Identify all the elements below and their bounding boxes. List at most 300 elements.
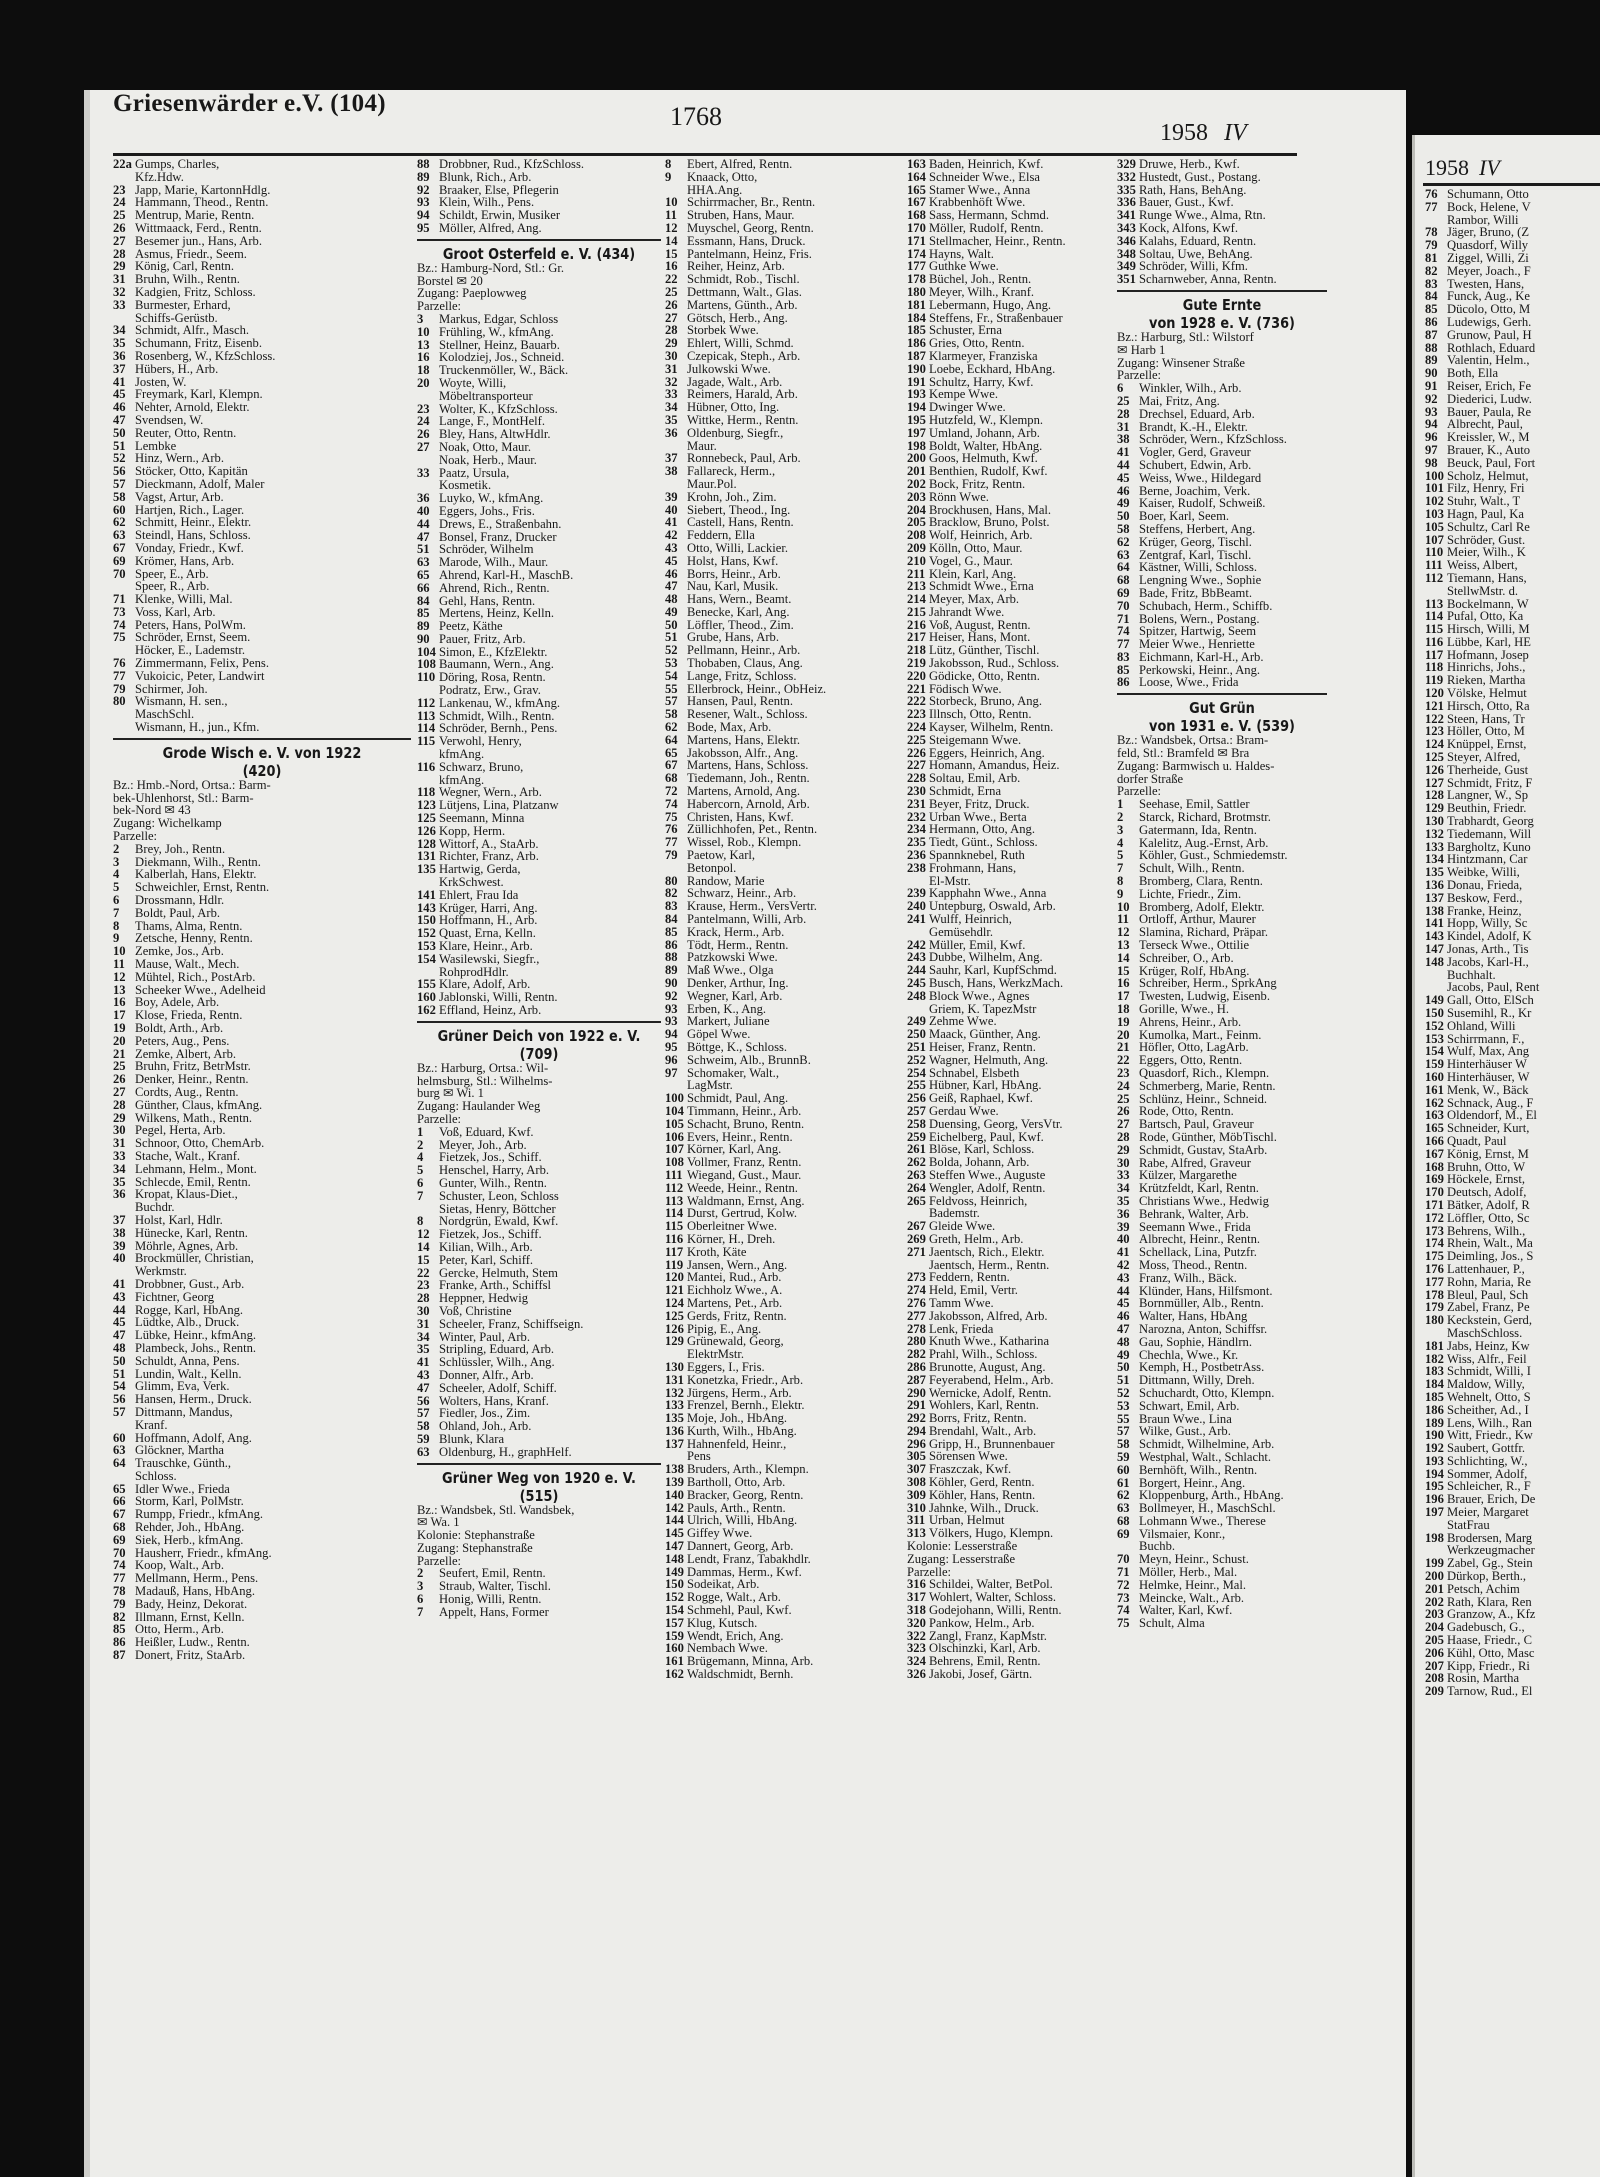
tenant-name: Beyer, Fritz, Druck. [929, 796, 1030, 811]
plot-number: 57 [1117, 1424, 1130, 1439]
facing-page-year: 1958 [1425, 155, 1469, 180]
plot-number: 10 [417, 324, 430, 339]
tenant-name: Asmus, Friedr., Seem. [135, 246, 247, 261]
plot-number: 44 [1117, 457, 1130, 472]
plot-number: 296 [907, 1436, 926, 1451]
tenant-name: Kurth, Wilh., HbAng. [687, 1423, 797, 1438]
plot-number: 30 [665, 348, 678, 363]
tenant-name: Bollmeyer, H., MaschSchl. [1139, 1501, 1276, 1516]
plot-number: 69 [113, 553, 126, 568]
tenant-name: Schmerberg, Marie, Rentn. [1139, 1078, 1276, 1093]
plot-number: 54 [665, 668, 678, 683]
tenant-name: Steffens, Fr., Straßenbauer [929, 310, 1063, 325]
plot-number: 35 [417, 1342, 430, 1357]
plot-number: 189 [1425, 1415, 1444, 1430]
plot-number: 166 [1425, 1133, 1444, 1148]
plot-number: 57 [665, 694, 678, 709]
plot-number: 31 [417, 1316, 430, 1331]
tenant-name: Paetow, Karl, [687, 848, 756, 863]
tenant-name: Bernhöft, Wilh., Rentn. [1139, 1462, 1258, 1477]
tenant-name: Körner, H., Dreh. [687, 1231, 776, 1246]
plot-number: 36 [113, 1187, 126, 1202]
tenant-name: Behrens, Wilh., [1447, 1223, 1526, 1238]
tenant-name: Appelt, Hans, Former [439, 1604, 549, 1619]
plot-number: 167 [907, 195, 926, 210]
plot-number: 114 [417, 721, 436, 736]
plot-number: 108 [417, 657, 436, 672]
plot-number: 170 [1425, 1185, 1444, 1200]
plot-number: 242 [907, 937, 926, 952]
plot-number: 241 [907, 912, 926, 927]
directory-entry [1117, 273, 1327, 286]
plot-number: 201 [907, 464, 926, 479]
plot-number: 307 [907, 1462, 926, 1477]
tenant-name: Schlünz, Heinr., Schneid. [1139, 1091, 1268, 1106]
tenant-name: Schmitt, Heinr., Elektr. [135, 515, 252, 530]
garden-heading: (420) [242, 761, 282, 780]
entry-continuation: Podratz, Erw., Grav. [439, 683, 541, 698]
tenant-name: Schwarz, Heinr., Arb. [687, 886, 797, 901]
tenant-name: Steyer, Alfred, [1447, 750, 1521, 765]
tenant-name: Gries, Otto, Rentn. [929, 336, 1025, 351]
plot-number: 278 [907, 1321, 926, 1336]
tenant-name: Schlichting, W., [1447, 1453, 1528, 1468]
tenant-name: Deutsch, Adolf, [1447, 1185, 1527, 1200]
tenant-name: Benthien, Rudolf, Kwf. [929, 464, 1048, 479]
plot-number: 46 [113, 400, 126, 415]
plot-number: 101 [1425, 481, 1444, 496]
plot-number: 91 [1425, 378, 1438, 393]
tenant-name: Voß, August, Rentn. [929, 617, 1031, 632]
plot-number: 57 [113, 476, 126, 491]
plot-number: 79 [113, 681, 126, 696]
plot-number: 83 [1425, 276, 1438, 291]
plot-number: 111 [665, 1167, 683, 1182]
tenant-name: Albrecht, Heinr., Rentn. [1139, 1232, 1261, 1247]
tenant-name: Ohland, Joh., Arb. [439, 1419, 532, 1434]
facing-page-column [1425, 188, 1539, 1698]
plot-number: 14 [1117, 950, 1130, 965]
garden-divider [417, 1021, 661, 1023]
tenant-name: Braun Wwe., Lina [1139, 1411, 1232, 1426]
tenant-name: Höckele, Ernst, [1447, 1172, 1525, 1187]
plot-number: 17 [1117, 989, 1130, 1004]
plot-number: 50 [665, 617, 678, 632]
garden-info: helmsburg, Stl.: Wilhelms- [417, 1073, 553, 1088]
tenant-name: Hermann, Otto, Ang. [929, 822, 1035, 837]
plot-number: 3 [417, 1579, 424, 1594]
plot-number: 174 [1425, 1236, 1444, 1251]
entry-continuation: Speer, R., Arb. [135, 579, 210, 594]
tenant-name: Kumolka, Mart., Feinm. [1139, 1027, 1262, 1042]
directory-column-4 [907, 158, 1135, 2088]
directory-entry [417, 1190, 661, 1203]
tenant-name: Diederici, Ludw. [1447, 391, 1532, 406]
facing-entry [1425, 201, 1539, 214]
garden-divider [1117, 693, 1327, 695]
plot-number: 120 [665, 1270, 684, 1285]
plot-number: 20 [1117, 1027, 1130, 1042]
plot-number: 221 [907, 681, 926, 696]
tenant-name: Vogler, Gerd, Graveur [1139, 445, 1251, 460]
tenant-name: Lendt, Franz, Tabakhdlr. [687, 1551, 811, 1566]
tenant-name: Wohlert, Walter, Schloss. [929, 1590, 1056, 1605]
plot-number: 144 [665, 1513, 684, 1528]
plot-number: 153 [1425, 1031, 1444, 1046]
plot-number: 138 [665, 1462, 684, 1477]
plot-number: 349 [1117, 259, 1136, 274]
tenant-name: Schmidt, Fritz, F [1447, 775, 1533, 790]
plot-number: 348 [1117, 246, 1136, 261]
tenant-name: Külzer, Margarethe [1139, 1168, 1237, 1183]
plot-number: 239 [907, 886, 926, 901]
tenant-name: Brunotte, August, Ang. [929, 1359, 1046, 1374]
plot-number: 126 [665, 1321, 684, 1336]
tenant-name: Bauer, Gust., Kwf. [1139, 195, 1234, 210]
plot-number: 168 [907, 208, 926, 223]
directory-entry [417, 377, 661, 390]
tenant-name: Glöckner, Martha [135, 1443, 225, 1458]
plot-number: 28 [665, 323, 678, 338]
plot-number: 108 [665, 1155, 684, 1170]
plot-number: 70 [1117, 598, 1130, 613]
tenant-name: Schellack, Lina, Putzfr. [1139, 1245, 1257, 1260]
plot-number: 63 [113, 528, 126, 543]
plot-number: 6 [1117, 381, 1124, 396]
directory-entry [1117, 1617, 1327, 1630]
plot-number: 124 [1425, 737, 1444, 752]
tenant-name: Bleul, Paul, Sch [1447, 1287, 1529, 1302]
tenant-name: Hübner, Karl, HbAng. [929, 1078, 1042, 1093]
tenant-name: Wismann, H. sen., [135, 694, 228, 709]
plot-number: 19 [113, 1021, 126, 1035]
tenant-name: Völkers, Hugo, Klempn. [929, 1526, 1054, 1541]
plot-number: 93 [417, 195, 430, 210]
tenant-name: Hartwig, Gerda, [439, 862, 521, 877]
plot-number: 326 [907, 1667, 926, 1682]
plot-number: 2 [417, 1137, 424, 1152]
plot-number: 43 [417, 1367, 430, 1382]
tenant-name: Lohmann Wwe., Therese [1139, 1513, 1266, 1528]
entry-continuation: kfmAng. [439, 747, 485, 762]
tenant-name: Rosenberg, W., KfzSchloss. [135, 348, 276, 363]
tenant-name: Diekmann, Wilh., Rentn. [135, 854, 261, 869]
tenant-name: Petsch, Achim [1447, 1581, 1520, 1596]
tenant-name: Möhrle, Agnes, Arb. [135, 1238, 239, 1253]
tenant-name: Brandt, K.-H., Elektr. [1139, 419, 1248, 434]
plot-number: 130 [665, 1359, 684, 1374]
tenant-name: Gripp, H., Brunnenbauer [929, 1436, 1055, 1451]
tenant-name: Lens, Wilh., Ran [1447, 1415, 1532, 1430]
tenant-name: Winter, Paul, Arb. [439, 1329, 530, 1344]
tenant-name: Eichholz Wwe., A. [687, 1283, 783, 1298]
plot-number: 14 [665, 233, 678, 248]
tenant-name: Behrens, Emil, Rentn. [929, 1654, 1041, 1669]
plot-number: 96 [1425, 430, 1438, 445]
tenant-name: Waldmann, Ernst, Ang. [687, 1193, 805, 1208]
plot-number: 70 [1117, 1552, 1130, 1567]
tenant-name: Schubert, Edwin, Arb. [1139, 457, 1252, 472]
plot-number: 77 [1117, 637, 1130, 652]
tenant-name: Pantelmann, Heinz, Fris. [687, 246, 812, 261]
tenant-name: Westphal, Walt., Schlacht. [1139, 1449, 1272, 1464]
garden-info: Parzelle: [113, 829, 158, 844]
plot-number: 16 [417, 350, 430, 365]
tenant-name: Hinrichs, Johs., [1447, 660, 1526, 675]
tenant-name: Bonsel, Franz, Drucker [439, 529, 557, 544]
plot-number: 57 [417, 1406, 430, 1421]
plot-number: 48 [665, 592, 678, 607]
facing-continuation: Werkzeugmacher [1447, 1543, 1535, 1558]
plot-number: 167 [1425, 1146, 1444, 1161]
tenant-name: Granzow, A., Kfz [1447, 1607, 1536, 1622]
tenant-name: Starck, Richard, Brotmstr. [1139, 810, 1271, 825]
tenant-name: Ahrens, Heinr., Arb. [1139, 1014, 1242, 1029]
tenant-name: Nehter, Arnold, Elektr. [135, 400, 250, 415]
plot-number: 16 [113, 995, 126, 1010]
plot-number: 29 [113, 259, 126, 274]
plot-number: 245 [907, 976, 926, 990]
tenant-name: Rath, Hans, BehAng. [1139, 182, 1247, 197]
tenant-name: Jakobi, Josef, Gärtn. [929, 1667, 1033, 1682]
tenant-name: Wulff, Heinrich, [929, 912, 1012, 927]
plot-number: 179 [1425, 1300, 1444, 1315]
plot-number: 5 [1117, 848, 1124, 863]
tenant-name: Guthke Wwe. [929, 259, 999, 274]
tenant-name: Konetzka, Friedr., Arb. [687, 1372, 804, 1387]
tenant-name: Hansen, Paul, Rentn. [687, 694, 793, 709]
tenant-name: Ortloff, Arthur, Maurer [1139, 912, 1256, 927]
plot-number: 30 [1117, 1155, 1130, 1170]
tenant-name: Gerds, Fritz, Rentn. [687, 1308, 787, 1323]
plot-number: 50 [1117, 509, 1130, 524]
tenant-name: Rabe, Alfred, Graveur [1139, 1155, 1251, 1170]
plot-number: 200 [1425, 1569, 1444, 1584]
tenant-name: Heiser, Franz, Rentn. [929, 1039, 1036, 1054]
plot-number: 63 [1117, 547, 1130, 562]
plot-number: 178 [907, 272, 926, 287]
plot-number: 23 [1117, 1066, 1130, 1080]
plot-number: 42 [1117, 1257, 1130, 1272]
tenant-name: Mantei, Rud., Arb. [687, 1270, 782, 1285]
tenant-name: Schultz, Carl Re [1447, 519, 1530, 534]
tenant-name: Wittorf, A., StaArb. [439, 836, 539, 851]
plot-number: 111 [1425, 558, 1443, 573]
tenant-name: Klug, Kutsch. [687, 1615, 758, 1630]
entry-continuation: RohprodHdlr. [439, 964, 509, 979]
tenant-name: Wegner, Karl, Arb. [687, 988, 783, 1003]
tenant-name: Jakobsson, Alfr., Ang. [687, 745, 799, 760]
directory-entry [113, 1406, 411, 1419]
plot-number: 259 [907, 1129, 926, 1144]
entry-continuation: Kfz.Hdw. [135, 169, 184, 184]
tenant-name: Sauhr, Karl, KupfSchmd. [929, 963, 1057, 978]
tenant-name: Twesten, Ludwig, Eisenb. [1139, 989, 1270, 1004]
tenant-name: Nembach Wwe. [687, 1641, 768, 1656]
plot-number: 197 [907, 425, 926, 440]
tenant-name: Ellerbrock, Heinr., ObHeiz. [687, 681, 827, 696]
plot-number: 181 [1425, 1338, 1444, 1353]
plot-number: 58 [1117, 521, 1130, 536]
tenant-name: Krömer, Hans, Arb. [135, 553, 235, 568]
plot-number: 346 [1117, 233, 1136, 248]
tenant-name: Hinterhäuser, W [1447, 1069, 1530, 1084]
tenant-name: Rogge, Karl, HbAng. [135, 1302, 244, 1317]
tenant-name: Bargholtz, Kuno [1447, 839, 1531, 854]
tenant-name: Jacobs, Karl-H., [1447, 954, 1529, 969]
tenant-name: Schmidt, Wilhelmine, Arb. [1139, 1437, 1275, 1452]
tenant-name: Siek, Herb., kfmAng. [135, 1532, 244, 1547]
plot-number: 45 [113, 1315, 126, 1330]
plot-number: 203 [1425, 1607, 1444, 1622]
facing-continuation: StellwMstr. d. [1447, 583, 1519, 598]
tenant-name: Franke, Heinz, [1447, 903, 1522, 918]
plot-number: 335 [1117, 182, 1136, 197]
plot-number: 3 [113, 854, 120, 869]
tenant-name: Castell, Hans, Rentn. [687, 515, 794, 530]
entry-continuation: LagMstr. [687, 1078, 733, 1093]
plot-number: 13 [417, 337, 430, 352]
plot-number: 23 [417, 1278, 430, 1293]
tenant-name: Blunk, Rich., Arb. [439, 169, 532, 184]
tenant-name: Zimmermann, Felix, Pens. [135, 656, 269, 671]
tenant-name: Menk, W., Bäck [1447, 1082, 1529, 1097]
plot-number: 43 [113, 1289, 126, 1304]
tenant-name: Lundin, Walt., Kelln. [135, 1366, 242, 1381]
tenant-name: Vogel, G., Maur. [929, 553, 1013, 568]
plot-number: 251 [907, 1039, 926, 1054]
plot-number: 28 [417, 1291, 430, 1306]
plot-number: 173 [1425, 1223, 1444, 1238]
plot-number: 13 [113, 982, 126, 997]
plot-number: 69 [1117, 585, 1130, 600]
plot-number: 234 [907, 822, 926, 837]
plot-number: 49 [1117, 496, 1130, 511]
tenant-name: Kolodziej, Jos., Schneid. [439, 350, 565, 365]
tenant-name: Schneider Wwe., Elsa [929, 169, 1040, 184]
plot-number: 243 [907, 950, 926, 965]
tenant-name: Schmidt Wwe., Erna [929, 579, 1034, 594]
entry-continuation: Gemüsehdlr. [929, 924, 994, 939]
plot-number: 92 [417, 182, 430, 197]
tenant-name: Brauer, K., Auto [1447, 442, 1531, 457]
garden-info: Zugang: Wichelkamp [113, 816, 222, 831]
tenant-name: Klein, Wilh., Pens. [439, 195, 535, 210]
plot-number: 223 [907, 707, 926, 722]
plot-number: 8 [417, 1214, 424, 1229]
plot-number: 190 [907, 361, 926, 376]
entry-continuation: Buchdr. [135, 1200, 175, 1215]
garden-info: Bz.: Harburg, Ortsa.: Wil- [417, 1060, 549, 1075]
tenant-name: Both, Ella [1447, 366, 1499, 381]
tenant-name: Grube, Hans, Arb. [687, 630, 779, 645]
plot-number: 148 [665, 1551, 684, 1566]
tenant-name: Kästner, Willi, Schloss. [1139, 560, 1258, 575]
plot-number: 95 [665, 1039, 678, 1054]
garden-info: Kolonie: Lesserstraße [907, 1539, 1018, 1554]
facing-entry [1425, 1314, 1539, 1327]
tenant-name: Christians Wwe., Hedwig [1139, 1193, 1269, 1208]
plot-number: 25 [113, 1059, 126, 1074]
garden-info: Bz.: Hmb.-Nord, Ortsa.: Barm- [113, 777, 271, 792]
tenant-name: Quadt, Paul [1447, 1133, 1507, 1148]
tenant-name: Zabel, Gg., Stein [1447, 1556, 1533, 1571]
garden-info: Parzelle: [1117, 784, 1162, 799]
plot-number: 163 [907, 158, 926, 171]
plot-number: 47 [665, 579, 678, 594]
tenant-name: Denker, Heinr., Rentn. [135, 1072, 249, 1087]
tenant-name: Ahrend, Rich., Rentn. [439, 580, 550, 595]
entry-continuation: Möbeltransporteur [439, 388, 533, 403]
plot-number: 130 [1425, 814, 1444, 829]
plot-number: 141 [417, 887, 436, 902]
tenant-name: Dieckmann, Adolf, Maler [135, 476, 265, 491]
directory-entry [665, 849, 905, 862]
directory-entry [417, 1446, 661, 1459]
plot-number: 31 [113, 1136, 126, 1151]
plot-number: 33 [665, 387, 678, 402]
tenant-name: Ulrich, Willi, HbAng. [687, 1513, 798, 1528]
plot-number: 2 [417, 1566, 424, 1581]
plot-number: 44 [1117, 1283, 1130, 1298]
plot-number: 90 [1425, 366, 1438, 381]
tenant-name: Schwarz, Bruno, [439, 759, 524, 774]
entry-continuation: Betonpol. [687, 860, 737, 875]
plot-number: 69 [113, 1532, 126, 1547]
tenant-name: Schnabel, Elsbeth [929, 1065, 1020, 1080]
plot-number: 112 [665, 1180, 684, 1195]
tenant-name: Kühl, Otto, Masc [1447, 1645, 1535, 1660]
plot-number: 86 [1117, 675, 1130, 690]
plot-number: 119 [665, 1257, 684, 1272]
plot-number: 174 [907, 246, 926, 261]
garden-info: Parzelle: [417, 299, 462, 314]
tenant-name: Kilian, Wilh., Arb. [439, 1239, 533, 1254]
tenant-name: Bornmüller, Alb., Rentn. [1139, 1296, 1264, 1311]
plot-number: 15 [417, 1252, 430, 1267]
tenant-name: Bockelmann, W [1447, 596, 1529, 611]
plot-number: 19 [1117, 1014, 1130, 1029]
plot-number: 79 [1425, 238, 1438, 253]
tenant-name: Quasdorf, Willy [1447, 238, 1529, 253]
plot-number: 125 [665, 1308, 684, 1323]
plot-number: 183 [1425, 1364, 1444, 1379]
plot-number: 171 [907, 233, 926, 248]
plot-number: 83 [1117, 649, 1130, 664]
tenant-name: Umland, Johann, Arb. [929, 425, 1040, 440]
tenant-name: Zemke, Albert, Arb. [135, 1046, 237, 1061]
plot-number: 35 [113, 1174, 126, 1189]
tenant-name: Markus, Edgar, Schloss [439, 311, 559, 326]
tenant-name: Schlüssler, Wilh., Ang. [439, 1355, 555, 1370]
plot-number: 74 [665, 796, 678, 811]
plot-number: 36 [417, 491, 430, 506]
tenant-name: Mause, Walt., Mech. [135, 957, 240, 972]
tenant-name: Twesten, Hans, [1447, 276, 1525, 291]
plot-number: 208 [1425, 1671, 1444, 1686]
plot-number: 27 [113, 233, 126, 248]
plot-number: 104 [417, 644, 436, 659]
plot-number: 77 [1425, 199, 1438, 214]
plot-number: 76 [1425, 187, 1438, 201]
tenant-name: Dwinger Wwe. [929, 400, 1006, 415]
tenant-name: König, Carl, Rentn. [135, 259, 234, 274]
tenant-name: Gau, Sophie, Händlrn. [1139, 1334, 1252, 1349]
tenant-name: Klare, Heinr., Arb. [439, 939, 533, 954]
tenant-name: Feddern, Rentn. [929, 1270, 1010, 1285]
tenant-name: Christen, Hans, Kwf. [687, 809, 794, 824]
entry-continuation: MaschSchl. [135, 707, 195, 722]
